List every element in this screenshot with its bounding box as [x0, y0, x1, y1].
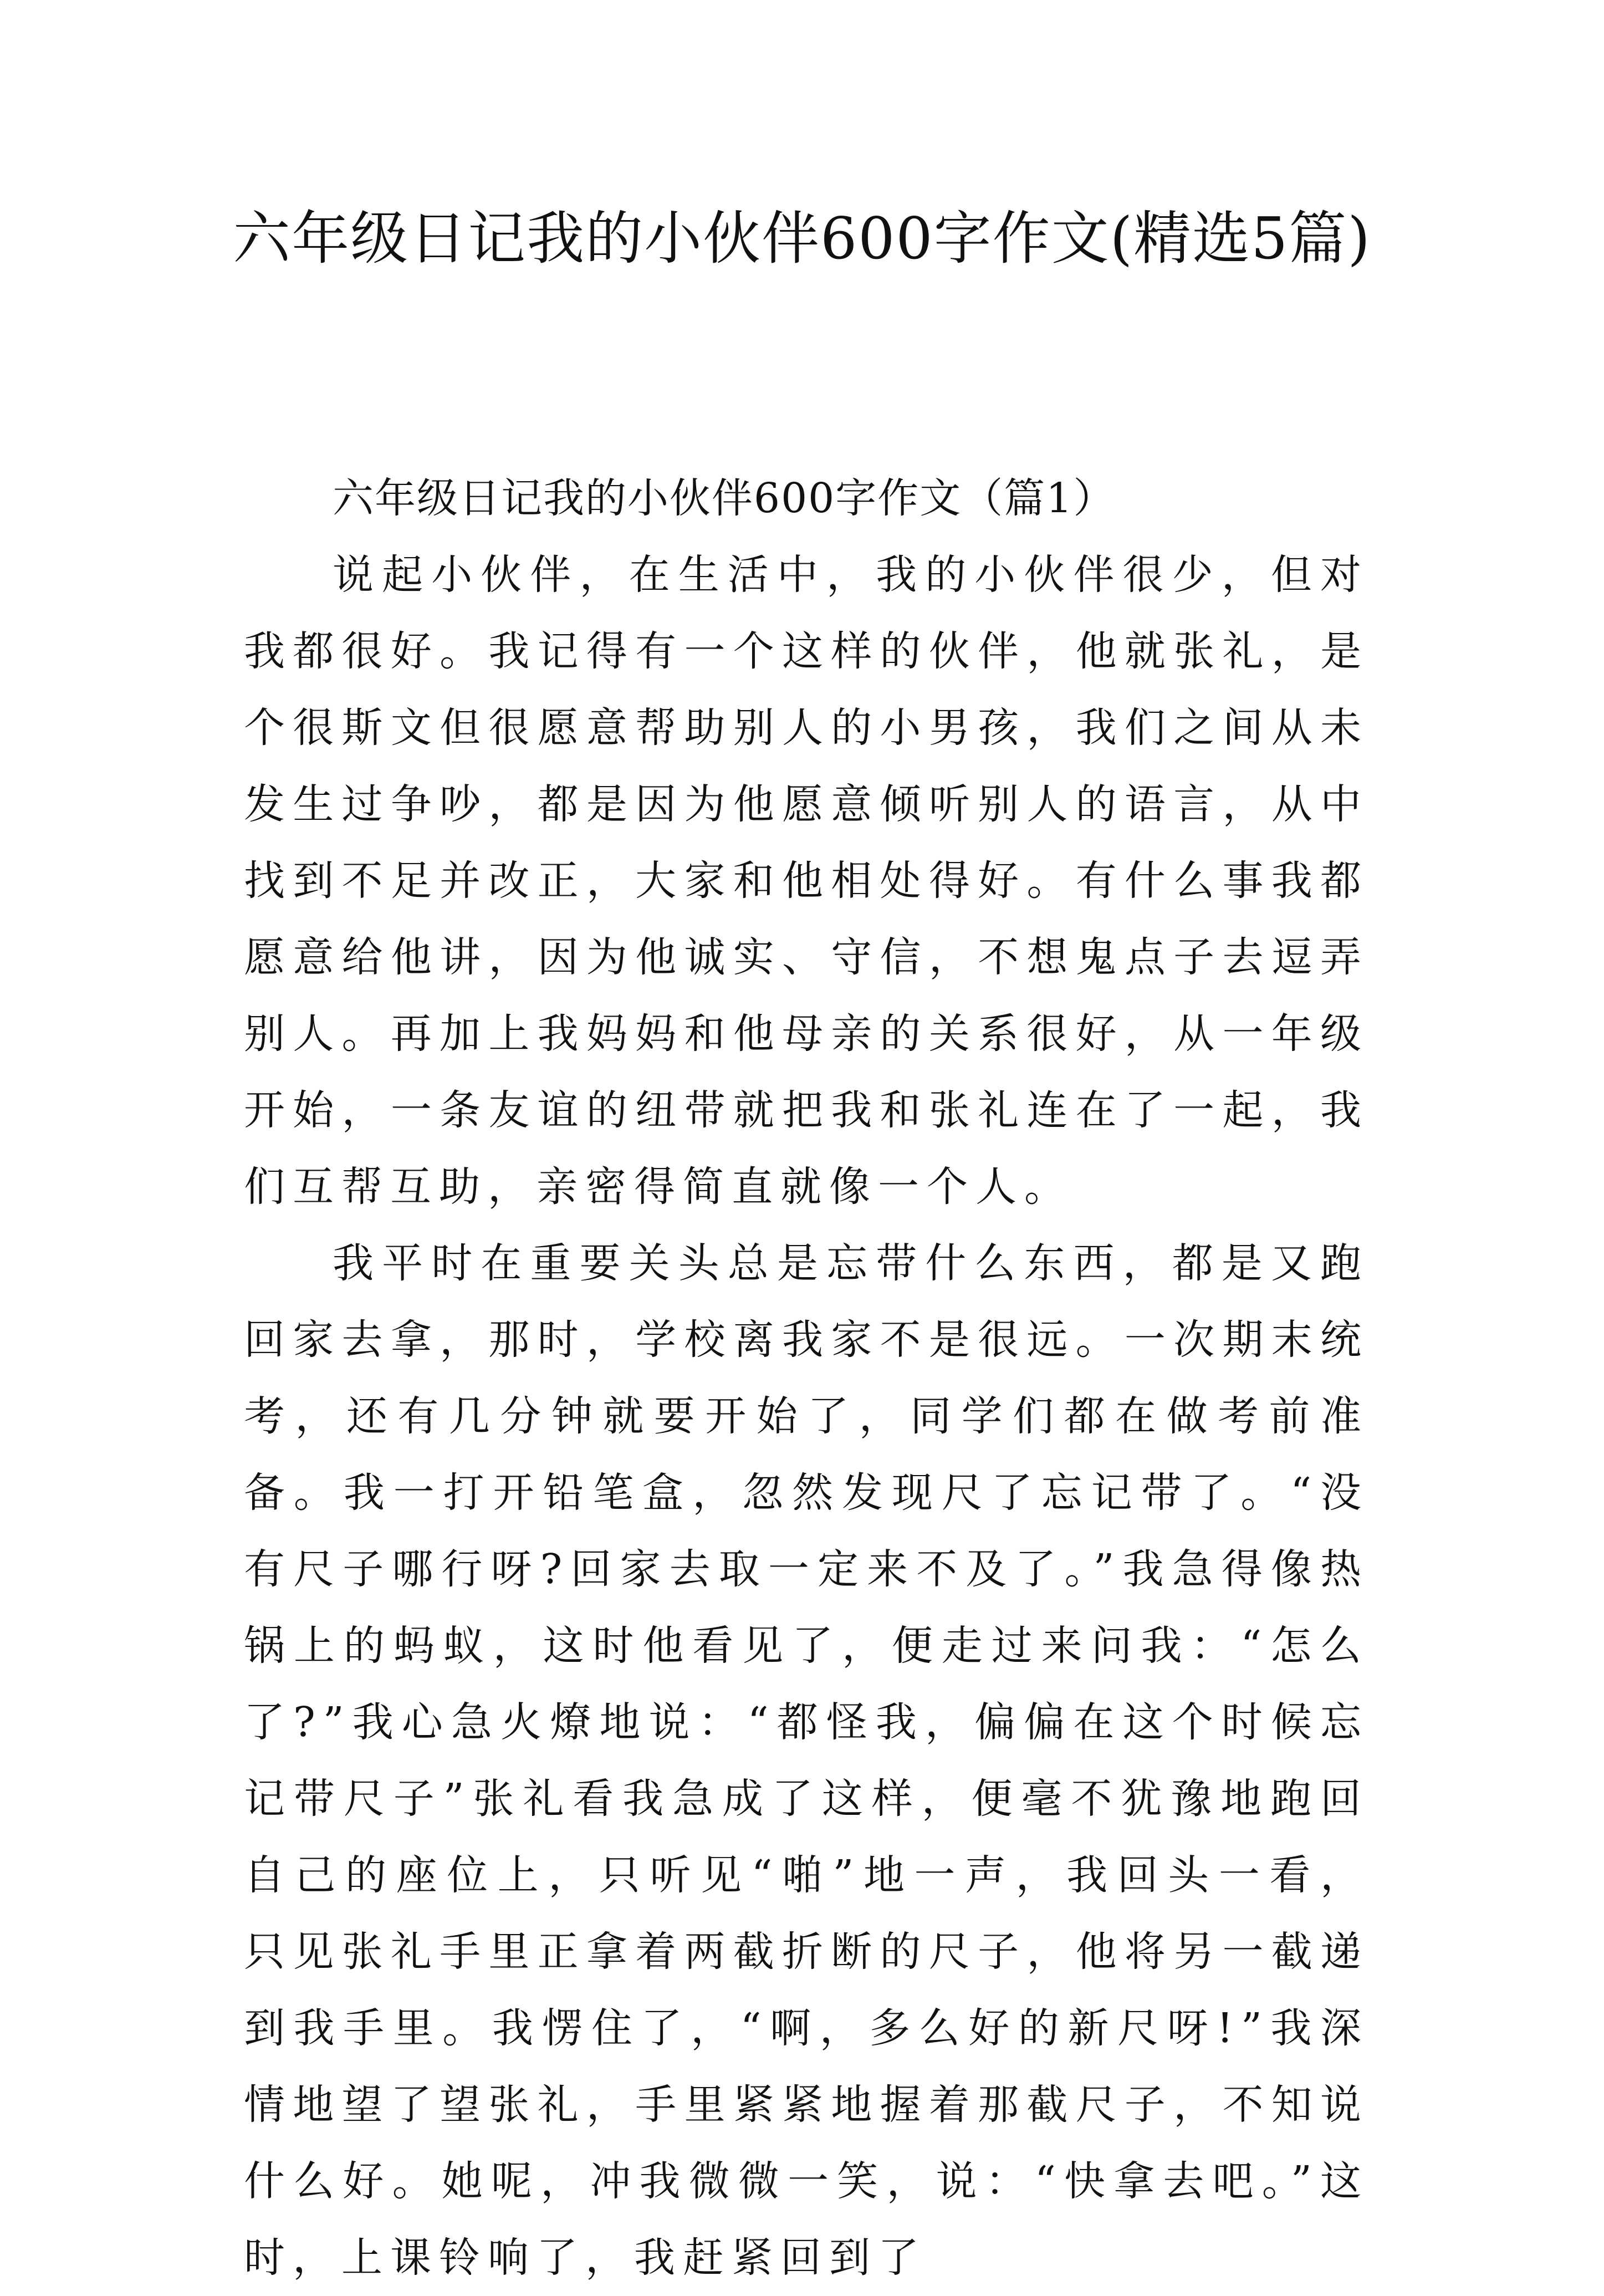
document-title: 六年级日记我的小伙伴600字作文(精选5篇): [233, 205, 1371, 272]
body-paragraph: 我平时在重要关头总是忘带什么东西，都是又跑回家去拿，那时，学校离我家不是很远。一次期末统考，还有几分钟就要开始了，同学们都在做考前准备。我一打开铅笔盒，忽然发现尺了忘记带了。“没有尺子哪行呀?回家去取一定来不及了。”我急得像热锅上的蚂蚁，这时他看见了，便走过来问我：“怎么了?”我心急火燎地说：“都怪我，偏偏在这个时候忘记带尺子”张礼看我急成了这样，便毫不犹豫地跑回自己的座位上，只听见“啪”地一声，我回头一看，只见张礼手里正拿着两截折断的尺子，他将另一截递到我手里。我愣住了，“啊，多么好的新尺呀!”我深情地望了望张礼，手里紧紧地握着那截尺子，不知说什么好。她呢，冲我微微一笑，说：“快拿去吧。”这时，上课铃响了，我赶紧回到了: [244, 1239, 1369, 2282]
document-body: [244, 460, 1369, 2296]
section-heading: 六年级日记我的小伙伴600字作文（篇1）: [333, 474, 1116, 522]
body-paragraph: 说起小伙伴，在生活中，我的小伙伴很少，但对我都很好。我记得有一个这样的伙伴，他就张礼，是个很斯文但很愿意帮助别人的小男孩，我们之间从未发生过争吵，都是因为他愿意倾听别人的语言，从中找到不足并改正，大家和他相处得好。有什么事我都愿意给他讲，因为他诚实、守信，不想鬼点子去逗弄别人。再加上我妈妈和他母亲的关系很好，从一年级开始，一条友谊的纽带就把我和张礼连在了一起，我们互帮互助，亲密得简直就像一个人。: [244, 551, 1369, 1211]
